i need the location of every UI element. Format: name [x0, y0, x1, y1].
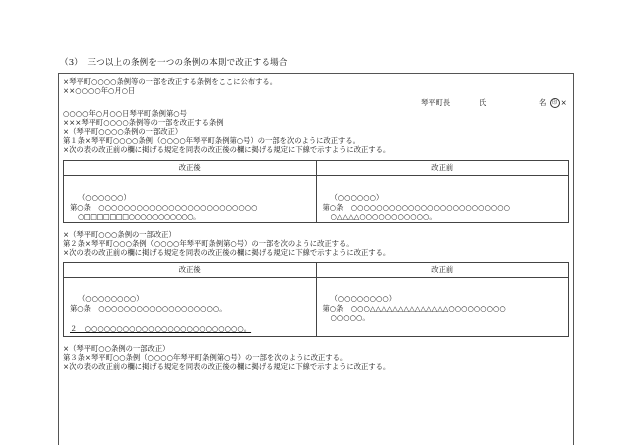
table1-before-line: ○△△△△○○○○○○○○○○○。 — [330, 212, 437, 221]
table2-after-cell — [64, 278, 317, 337]
comparison-table-1 — [63, 160, 569, 223]
section1-instruction: ×次の表の改正前の欄に掲げる規定を同表の改正後の欄に掲げる規定に下線で示すように改正する。 — [63, 145, 391, 154]
table1-after-line: ○□□□□□□□○○○○○○○○○○○。 — [78, 212, 200, 221]
name-label-2: 名 — [539, 98, 547, 107]
section2-caption: ×（琴平町○○○条例の一部改正） — [63, 230, 176, 239]
table1-header-before: 改正前 — [316, 161, 569, 176]
table2-header-before: 改正前 — [316, 263, 569, 278]
section1-article: 第１条×琴平町○○○○条例（○○○○年琴平町条例第○号）の一部を次のように改正する。 — [63, 136, 360, 145]
section3-caption: ×（琴平町○○条例の一部改正） — [63, 344, 170, 353]
section3-article: 第３条×琴平町○○条例（○○○○年琴平町条例第○号）の一部を次のように改正する。 — [63, 353, 348, 362]
table2-before-line: ○○○○○。 — [330, 313, 370, 322]
comparison-table-2 — [63, 262, 569, 337]
seal-icon: 印 — [550, 98, 560, 108]
table2-after-line: （○○○○○○○○） — [78, 294, 144, 303]
promulgation-date: ××○○○○年○月○日 — [63, 86, 136, 95]
table1-after-line: 第○条 ○○○○○○○○○○○○○○○○○○○○○○○○○ — [70, 203, 258, 212]
section2-article: 第２条×琴平町○○○条例（○○○○年琴平町条例第○号）の一部を次のように改正する。 — [63, 239, 354, 248]
promulgation-line: ×琴平町○○○○条例等の一部を改正する条例をここに公布する。 — [63, 77, 278, 86]
signature-block: 名 印 × — [539, 98, 567, 107]
section2-instruction: ×次の表の改正前の欄に掲げる規定を同表の改正後の欄に掲げる規定に下線で示すように改正する。 — [63, 248, 391, 257]
table2-header-after: 改正後 — [64, 263, 317, 278]
ordinance-frame — [58, 73, 574, 445]
ordinance-title: ×××琴平町○○○○条例等の一部を改正する条例 — [63, 118, 224, 127]
mayor-title: 琴平町長 — [421, 98, 451, 107]
table2-after-line: 第○条 ○○○○○○○○○○○○○○○○○○○。 — [70, 304, 227, 313]
table1-header-after: 改正後 — [64, 161, 317, 176]
table1-before-line: 第○条 ○○○○○○○○○○○○○○○○○○○○○○○○○ — [322, 203, 510, 212]
table2-before-line: 第○条 ○○○△△△△△△△△△△△△△△○○○○○○○○○ — [322, 304, 506, 313]
table1-after-cell — [64, 176, 317, 223]
section-heading: （3） 三つ以上の条例を一つの条例の本則で改正する場合 — [60, 58, 288, 68]
table1-before-cell — [316, 176, 569, 223]
table1-before-line: （○○○○○○） — [330, 193, 384, 202]
section3-instruction: ×次の表の改正前の欄に掲げる規定を同表の改正後の欄に掲げる規定に下線で示すように改正する。 — [63, 362, 391, 371]
name-label-1: 氏 — [479, 98, 487, 107]
table2-before-line: （○○○○○○○○） — [330, 294, 397, 303]
table1-after-line: （○○○○○○） — [78, 193, 131, 202]
section1-caption: ×（琴平町○○○○条例の一部改正） — [63, 127, 183, 136]
table2-after-line: ２ ○○○○○○○○○○○○○○○○○○○○○○○○○。 — [70, 324, 252, 333]
table2-before-cell — [316, 278, 569, 337]
ordinance-number: ○○○○年○月○○日琴平町条例第○号 — [63, 109, 187, 118]
